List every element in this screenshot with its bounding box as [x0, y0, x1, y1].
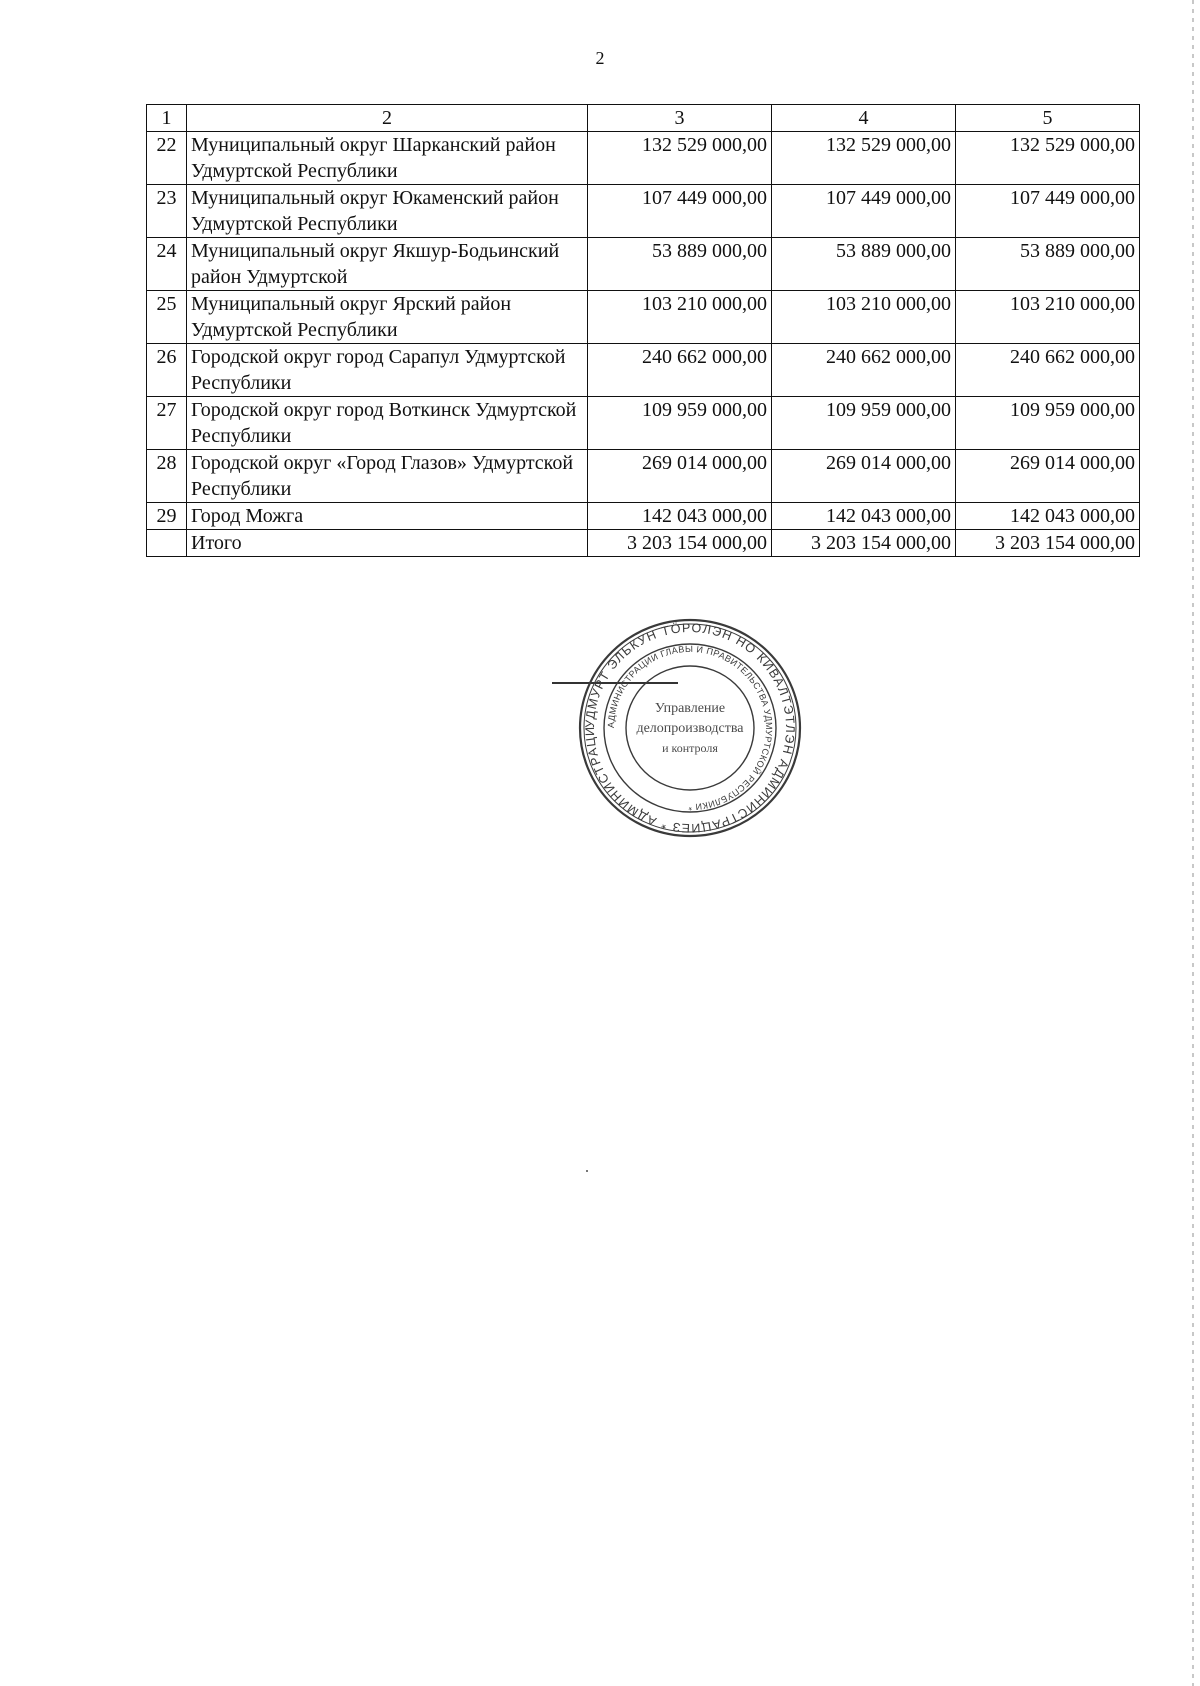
row-number-cell: 26 — [147, 344, 187, 397]
municipality-name-cell: Муниципальный округ Ярский район Удмуртской Республики — [187, 291, 588, 344]
total-col5-cell: 3 203 154 000,00 — [956, 530, 1140, 557]
amount-col5-cell: 142 043 000,00 — [956, 503, 1140, 530]
scan-edge-noise — [1192, 0, 1194, 1686]
seal-center-line: Управление — [654, 701, 726, 716]
amount-col4-cell: 109 959 000,00 — [772, 397, 956, 450]
municipality-name-cell: Муниципальный округ Шарканский район Удмуртской Республики — [187, 132, 588, 185]
column-header: 2 — [187, 105, 588, 132]
allocation-table — [146, 104, 1140, 557]
table-row — [147, 291, 1140, 344]
municipality-name-cell: Муниципальный округ Юкаменский район Удмуртской Республики — [187, 185, 588, 238]
total-row — [147, 530, 1140, 557]
table-row — [147, 503, 1140, 530]
total-label-cell: Итого — [187, 530, 588, 557]
column-header: 5 — [956, 105, 1140, 132]
scan-speck — [586, 1170, 588, 1172]
amount-col4-cell: 269 014 000,00 — [772, 450, 956, 503]
amount-col4-cell: 107 449 000,00 — [772, 185, 956, 238]
amount-col3-cell: 132 529 000,00 — [588, 132, 772, 185]
total-col3-cell: 3 203 154 000,00 — [588, 530, 772, 557]
column-header: 4 — [772, 105, 956, 132]
row-number-cell: 23 — [147, 185, 187, 238]
amount-col3-cell: 107 449 000,00 — [588, 185, 772, 238]
page-number: 2 — [595, 48, 605, 68]
table-row — [147, 397, 1140, 450]
amount-col4-cell: 103 210 000,00 — [772, 291, 956, 344]
total-col4-cell: 3 203 154 000,00 — [772, 530, 956, 557]
municipality-name-cell: Городской округ город Сарапул Удмуртской Республики — [187, 344, 588, 397]
total-number-cell — [147, 530, 187, 557]
amount-col5-cell: 109 959 000,00 — [956, 397, 1140, 450]
column-header: 3 — [588, 105, 772, 132]
row-number-cell: 25 — [147, 291, 187, 344]
municipality-name-cell: Город Можга — [187, 503, 588, 530]
official-seal — [560, 608, 820, 848]
row-number-cell: 22 — [147, 132, 187, 185]
amount-col4-cell: 53 889 000,00 — [772, 238, 956, 291]
amount-col5-cell: 103 210 000,00 — [956, 291, 1140, 344]
municipality-name-cell: Муниципальный округ Якшур-Бодьинский район Удмуртской — [187, 238, 588, 291]
amount-col4-cell: 132 529 000,00 — [772, 132, 956, 185]
column-header: 1 — [147, 105, 187, 132]
seal-center-line: и контроля — [662, 741, 718, 755]
amount-col5-cell: 107 449 000,00 — [956, 185, 1140, 238]
amount-col3-cell: 142 043 000,00 — [588, 503, 772, 530]
amount-col5-cell: 132 529 000,00 — [956, 132, 1140, 185]
amount-col3-cell: 103 210 000,00 — [588, 291, 772, 344]
amount-col5-cell: 269 014 000,00 — [956, 450, 1140, 503]
municipality-name-cell: Городской округ город Воткинск Удмуртской Республики — [187, 397, 588, 450]
table-row — [147, 450, 1140, 503]
row-number-cell: 27 — [147, 397, 187, 450]
seal-center-line: делопроизводства — [636, 721, 744, 736]
amount-col3-cell: 269 014 000,00 — [588, 450, 772, 503]
table-header-row — [147, 105, 1140, 132]
table-row — [147, 132, 1140, 185]
amount-col3-cell: 109 959 000,00 — [588, 397, 772, 450]
amount-col3-cell: 53 889 000,00 — [588, 238, 772, 291]
amount-col4-cell: 240 662 000,00 — [772, 344, 956, 397]
amount-col3-cell: 240 662 000,00 — [588, 344, 772, 397]
municipality-name-cell: Городской округ «Город Глазов» Удмуртской Республики — [187, 450, 588, 503]
table-row — [147, 185, 1140, 238]
table-body — [147, 132, 1140, 557]
amount-col4-cell: 142 043 000,00 — [772, 503, 956, 530]
row-number-cell: 29 — [147, 503, 187, 530]
amount-col5-cell: 240 662 000,00 — [956, 344, 1140, 397]
row-number-cell: 24 — [147, 238, 187, 291]
amount-col5-cell: 53 889 000,00 — [956, 238, 1140, 291]
table-row — [147, 238, 1140, 291]
seal-outer-text: УДМУРТ ЭЛЬКУН ТӦРОЛЭН НО КИВАЛТЭТЛЭН АДМИНИСТРАЦИЕЗ * АДМИНИСТРАЦИ — [582, 620, 798, 836]
table-row — [147, 344, 1140, 397]
seal-graphic — [560, 608, 820, 848]
seal-inner-text: АДМИНИСТРАЦИИ ГЛАВЫ И ПРАВИТЕЛЬСТВА УДМУРТСКОЙ РЕСПУБЛИКИ * — [605, 643, 775, 813]
row-number-cell: 28 — [147, 450, 187, 503]
